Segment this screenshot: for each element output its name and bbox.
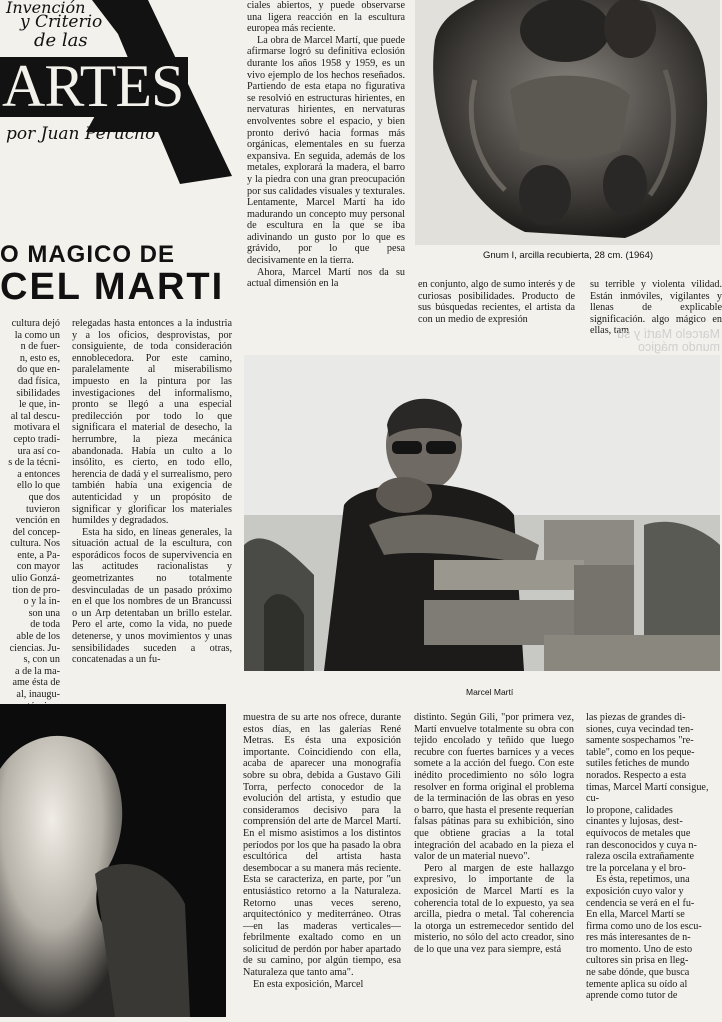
bleed-through-text (430, 328, 720, 358)
text-line: equívocos de metales que (586, 827, 691, 839)
text-line: aprende como tutor de (586, 990, 678, 1002)
text-line: la como un (14, 329, 60, 341)
text-line: timas, Marcel Martí consigue, cu- (586, 781, 709, 805)
text-line: las piezas de grandes di- (586, 712, 686, 723)
sculpture-caption: Gnum I, arcilla recubierta, 28 cm. (1964) (483, 250, 654, 261)
text-line: ne sabe dónde, que busca (586, 967, 690, 979)
text-line: con mayor (16, 561, 60, 573)
paragraph: ciales abiertos, y puede observarse una ligera reacción en la escultura europea más reciente. (247, 0, 405, 35)
text-line: ulio Gonzá- (11, 573, 60, 585)
text-line: norados. Respecto a esta (586, 769, 687, 781)
text-line: ente, a Pa- (17, 549, 60, 561)
text-line: table", como en los peque- (586, 746, 695, 758)
text-line: al, inaugu- (16, 689, 60, 700)
sculpture-photo (415, 0, 720, 245)
text-line: tre la porcelana y el bro- (586, 862, 686, 874)
column-bottom-b (414, 712, 574, 1017)
paragraph: Esta ha sido, en líneas generales, la situación actual de la escultura, con esporádicos focos de supervivencia en las actitudes racionalistas y geometrizantes no totalmente desvinculadas de un pasado próximo en el que los nombres de un Brancussi o un Arp detentaban un brillo estelar. Pero el arte, como la vida, no puede detenerse, y unos movimientos y unas sensibilidades suceden a otras, concatenadas a un fu- (72, 526, 232, 666)
column-left (0, 318, 60, 698)
paragraph: muestra de su arte nos ofrece, durante estos días, en las galerías René Metras. Es ésta una exposición importante. Coincidiendo con ella, acaba de aparecer una monografía sobre su obra, debida a Gustavo Gili Torra, perfecto conocedor de la evolución del artista, y estudio que consideramos decisivo para la comprensión del arte de Marcel Martí. En el mismo asistimos a los distintos períodos por los que ha pasado la obra escultórica del artista hasta desembocar a su manera más reciente. Esta se caracteriza, en parte, por "un entusiástico retorno a la Naturaleza. Retorno unas veces sereno, arquitectónico y mediterráneo. Otras —en las maderas verticales— febrilmente exaltado como en un solicitud de perdón por haber apartado de su camino, por algún tiempo, esa Naturaleza que tanto ama". (243, 712, 401, 979)
text-line: do que en- (17, 364, 60, 376)
paragraph: En esta exposición, Marcel (253, 978, 364, 990)
text-line: ura así co- (17, 445, 60, 457)
text-line: cultura dejó (11, 318, 60, 329)
text-line: tro momento. Uno de esto (586, 943, 693, 955)
column-bottom-a (243, 712, 401, 1017)
text-line: raleza oscila extrañamente (586, 851, 695, 863)
text-line: ame ésta de (12, 677, 60, 689)
text-line: son una (28, 607, 60, 619)
text-line: del concep- (12, 526, 60, 538)
text-line: motivara el (13, 422, 60, 434)
text-line: ciencias. Ju- (9, 642, 60, 654)
text-line: En ella, Marcel Martí se (586, 909, 685, 921)
text-line: s, con un (23, 654, 60, 666)
text-line: Es ésta, repetimos, una (596, 874, 690, 886)
text-line: able de los (16, 631, 60, 643)
text-line: n, esto es, (19, 352, 60, 364)
text-line: cultores sin prisa en lleg- (586, 955, 689, 967)
text-line: a de la ma- (15, 665, 60, 677)
bottom-sculpture-photo (0, 704, 226, 1017)
paragraph: distinto. Según Gili, "por primera vez, Martí envuelve totalmente su obra con tejido encolado y teñido que luego recubre con fuertes barnices y a veces somete a la acción del fuego. Con este inédito procedimiento no sólo logra resolver en forma original el problema de la terminación de las obras en yeso o barro, que hasta el presente requerían falsas pátinas para su exhibición, sino que obtiene gracias a la total integración del acabado en la pieza el valor de un material nuevo". (414, 712, 574, 863)
text-line: ello lo que (16, 480, 60, 492)
bleed-line: Marcelo Martí y su (617, 327, 720, 341)
section-header (0, 0, 232, 185)
header-line1: Invención (6, 0, 86, 17)
portrait-caption: Marcel Martí (466, 687, 514, 697)
text-line: vención en (15, 515, 60, 527)
text-line: cendencia se verá en el fu- (586, 897, 695, 909)
text-line: a entonces (17, 468, 60, 480)
text-line: s de la técni- (8, 457, 60, 469)
text-line: tion de pro- (12, 584, 60, 596)
paragraph: La obra de Marcel Martí, que puede afirmarse logró su definitiva eclosión durante los años 1958 y 1959, es un vivo ejemplo de los hechos reseñados. Partiendo de esta etapa no figurativa se resolvió en estructuras hirientes, en nervaturas hirientes, en nervaturas envolventes sobre el espacio, y bien pronto derivó hacia formas más orgánicas, elementales en su fuerza expansiva. En seguida, además de los metales, explorará la madera, el barro y la piedra con una gran preocupación por sus calidades visuales y texturales. Lentamente, Marcel Martí ha ido madurando un concepto muy personal de escultura en la que se iba adivinando un gusto por lo que es grávido, por lo que pesa decisivamente en la tierra. (247, 34, 405, 267)
portrait-photo (244, 355, 720, 671)
column-middle-upper (72, 318, 232, 696)
text-line: o y la in- (23, 596, 60, 608)
text-line: de toda (30, 619, 60, 631)
text-line: sutiles fetiches de mundo (586, 758, 690, 770)
text-line: firma como uno de los escu- (586, 920, 702, 932)
text-line: cinantes y lujosas, dest- (586, 816, 683, 828)
text-line: ran desconocidos y cuya n- (586, 839, 697, 851)
text-line: temente aplica su oído al (586, 978, 688, 990)
text-line: sibilidades (16, 387, 60, 399)
header-line3: de las (34, 30, 88, 51)
text-line: siones, cuya vecindad ten- (586, 723, 694, 735)
paragraph: en conjunto, algo de sumo interés y de curiosas posibilidades. Producto de sus búsquedas recientes, el artista da con un medio de expresión (418, 279, 575, 325)
text-line: le que, in- (18, 399, 60, 411)
text-line: res más interesantes de n- (586, 932, 691, 944)
bleed-line: mundo mágico (638, 340, 720, 355)
column-top-center (247, 0, 405, 328)
paragraph: Pero al margen de este hallazgo expresivo, lo importante de la exposición de Marcel Martí es la coherencia total de lo expuesto, ya sea arcilla, piedra o metal. Tal coherencia la otorga un estremecedor sentido del misterio, no sólo del acto creador, sino de lo que una vez para siempre, está (414, 862, 574, 955)
headline-line2: CEL MARTI (0, 266, 225, 308)
headline-line1: O MAGICO DE (0, 241, 176, 268)
byline: por Juan Perucho (6, 124, 156, 144)
text-line: cepto tradi- (13, 433, 60, 445)
text-line: al tal descu- (10, 410, 60, 422)
paragraph: su terrible y violenta vilidad. Están inmóviles, vigilantes y llenas de explicable significación. algo mágico en ellas, tam (590, 279, 722, 337)
text-line: samente sospechamos "re- (586, 735, 694, 747)
column-right-upper-a (418, 279, 575, 329)
text-line: lo propone, calidades (586, 804, 673, 816)
text-line: n de fuer- (20, 341, 60, 353)
text-line: cultura. Nos (10, 538, 60, 550)
column-bottom-c (586, 712, 720, 1017)
header-line2: y Criterio (20, 12, 103, 32)
text-line: dad física, (18, 375, 60, 387)
paragraph: relegadas hasta entonces a la industria y a los oficios, desprovistas, por consiguiente, de toda consideración ennoblecedora. Por este camino, paralelamente al miserabilismo impuesto en la pintura por las investigaciones del informalismo, pronto se llegó a una especial predilección por todo lo que significara el material de desecho, la herrumbre, la pieza mecánica abandonada. Había un culto a lo insólito, es cierto, en todo ello, herencia de dadá y el surrealismo, pero también había una exigencia de autenticidad y un propósito de significar y glorificar los materiales humildes y degradados. (72, 318, 232, 527)
text-line: exposición cuyo valor y (586, 885, 684, 897)
text-line: tuvieron (26, 503, 60, 515)
section-title: ARTES (2, 53, 184, 119)
paragraph: Ahora, Marcel Martí nos da su actual dimensión en la (247, 266, 405, 290)
text-line: que dos (28, 491, 60, 503)
